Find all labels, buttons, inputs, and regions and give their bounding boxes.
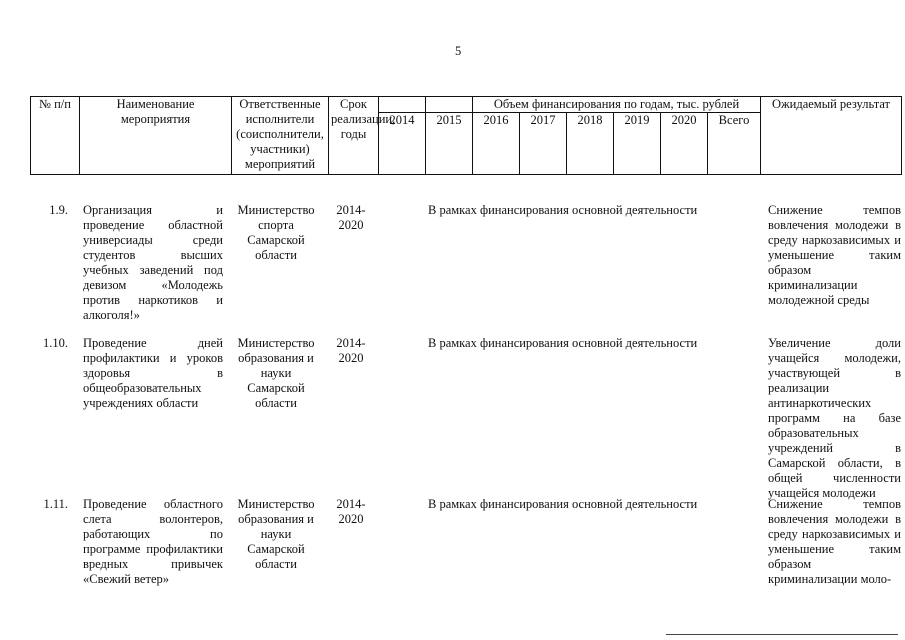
row-result: Увеличение доли учащейся молодежи, участвующей в реализации антинаркотических программ на базе образовательных учреждений в Самарской области, в общей численности учащейся молодежи — [768, 336, 901, 500]
page-number: 5 — [455, 44, 462, 58]
row-term: 2014-2020 — [336, 203, 366, 232]
row-financing: В рамках финансирования основной деятельности — [428, 497, 698, 511]
header-num: № п/п — [31, 97, 80, 175]
header-blank-1 — [379, 97, 426, 113]
header-year: 2019 — [614, 113, 661, 175]
row-financing: В рамках финансирования основной деятельности — [428, 336, 698, 350]
row-executors: Министерство спорта Самарской области — [237, 203, 315, 262]
header-blank-2 — [426, 97, 473, 113]
footer-rule — [666, 634, 898, 635]
header-year-total: Всего — [708, 113, 761, 175]
row-executors: Министерство образования и науки Самарской области — [237, 336, 315, 410]
row-term: 2014-2020 — [336, 497, 366, 526]
row-num: 1.10. — [43, 336, 68, 350]
row-name: Организация и проведение областной универсиады среди студентов высших учебных заведений под девизом «Молодежь против наркотиков и алкоголя!» — [83, 203, 223, 322]
header-name: Наименование мероприятия — [80, 97, 232, 175]
row-term: 2014-2020 — [336, 336, 366, 365]
row-name: Проведение дней профилактики и уроков здоровья в общеобразовательных учреждениях области — [83, 336, 223, 410]
header-financing: Объем финансирования по годам, тыс. рублей — [473, 97, 761, 113]
header-year: 2015 — [426, 113, 473, 175]
row-num: 1.11. — [43, 497, 68, 511]
header-year: 2020 — [661, 113, 708, 175]
row-result: Снижение темпов вовлечения молодежи в среду наркозависимых и уменьшение таким образом криминализации молодежной среды — [768, 203, 901, 307]
header-year: 2017 — [520, 113, 567, 175]
row-name: Проведение областного слета волонтеров, работающих по программе профилактики вредных привычек «Свежий ветер» — [83, 497, 223, 586]
header-year: 2014 — [379, 113, 426, 175]
row-result: Снижение темпов вовлечения молодежи в среду наркозависимых и уменьшение таким образом криминализации моло- — [768, 497, 901, 586]
header-executors: Ответственные исполнители (соисполнители, участники) мероприятий — [232, 97, 329, 175]
header-year: 2018 — [567, 113, 614, 175]
header-result: Ожидаемый результат — [761, 97, 902, 175]
header-year: 2016 — [473, 113, 520, 175]
row-financing: В рамках финансирования основной деятельности — [428, 203, 698, 217]
header-term: Срок реализации, годы — [329, 97, 379, 175]
table-header — [30, 96, 902, 175]
row-executors: Министерство образования и науки Самарской области — [237, 497, 315, 571]
row-num: 1.9. — [49, 203, 68, 217]
